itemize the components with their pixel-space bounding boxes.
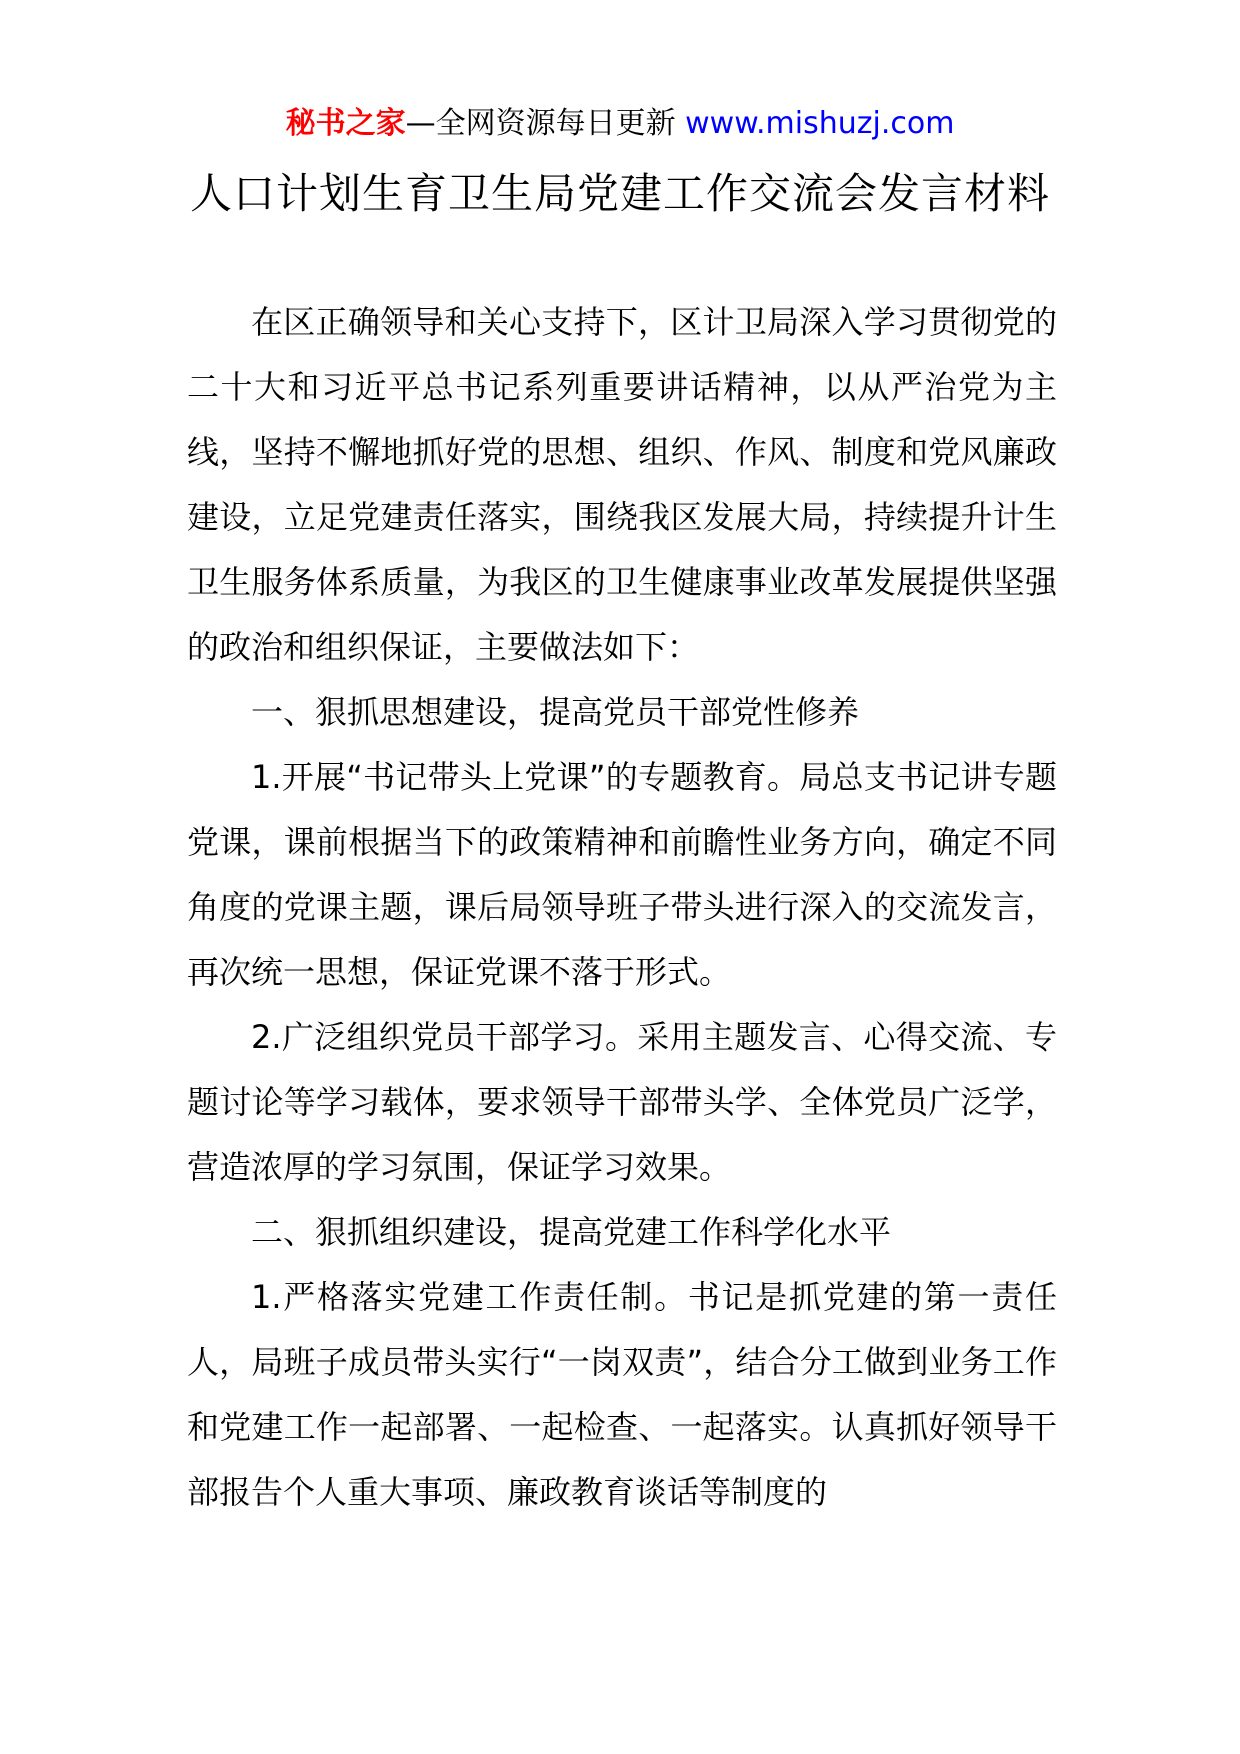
- brand-slogan: —全网资源每日更新: [405, 106, 676, 141]
- site-url: www.mishuzj.com: [685, 106, 955, 141]
- paragraph-1-1: 1.开展“书记带头上党课”的专题教育。局总支书记讲专题党课，课前根据当下的政策精神和前瞻性业务方向，确定不同角度的党课主题，课后局领导班子带头进行深入的交流发言，再次统一思想，保证党课不落于形式。: [187, 758, 1057, 991]
- section-heading-2: 二、狠抓组织建设，提高党建工作科学化水平: [251, 1213, 892, 1251]
- brand-name: 秘书之家: [285, 106, 406, 141]
- section-heading-1: 一、狠抓思想建设，提高党员干部党性修养: [251, 693, 860, 731]
- document-title: 人口计划生育卫生局党建工作交流会发言材料: [189, 169, 1050, 218]
- paragraph-intro: 在区正确领导和关心支持下，区计卫局深入学习贯彻党的二十大和习近平总书记系列重要讲话精神，以从严治党为主线，坚持不懈地抓好党的思想、组织、作风、制度和党风廉政建设，立足党建责任落实，围绕我区发展大局，持续提升计生卫生服务体系质量，为我区的卫生健康事业改革发展提供坚强的政治和组织保证，主要做法如下：: [187, 303, 1057, 666]
- document-body: [187, 290, 1057, 1525]
- paragraph-2-1: 1.严格落实党建工作责任制。书记是抓党建的第一责任人，局班子成员带头实行“一岗双责”，结合分工做到业务工作和党建工作一起部署、一起检查、一起落实。认真抓好领导干部报告个人重大事项、廉政教育谈话等制度的: [187, 1278, 1057, 1511]
- paragraph-1-2: 2.广泛组织党员干部学习。采用主题发言、心得交流、专题讨论等学习载体，要求领导干部带头学、全体党员广泛学，营造浓厚的学习氛围，保证学习效果。: [187, 1018, 1057, 1186]
- watermark-header: [0, 104, 1240, 144]
